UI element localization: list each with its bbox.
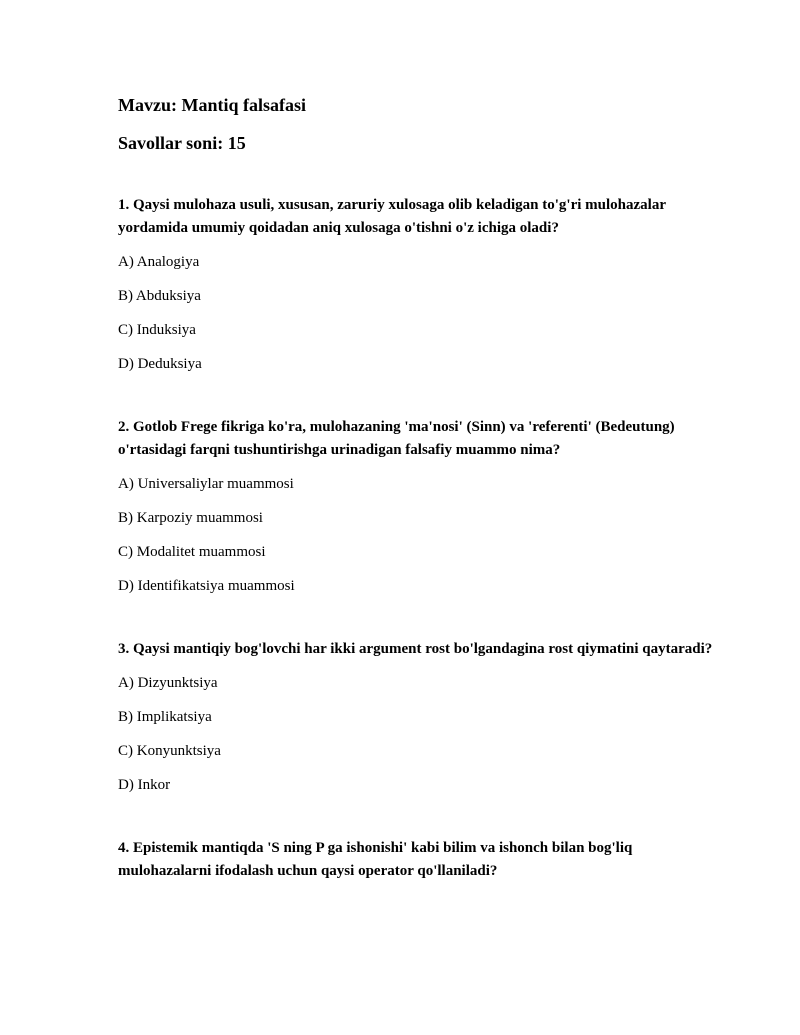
question-3 (118, 638, 718, 795)
document-title: Mavzu: Mantiq falsafasi (118, 95, 306, 115)
question-text: 3. Qaysi mantiqiy bog'lovchi har ikki argument rost bo'lgandagina rost qiymatini qaytaradi? (118, 641, 713, 657)
option-d: D) Inkor (118, 777, 171, 793)
question-2 (118, 416, 718, 596)
option-d: D) Identifikatsiya muammosi (118, 578, 295, 594)
option-d: D) Deduksiya (118, 356, 202, 372)
option-c: C) Modalitet muammosi (118, 544, 266, 560)
question-text: 4. Epistemik mantiqda 'S ning P ga ishonishi' kabi bilim va ishonch bilan bog'liq mulohazalarni ifodalash uchun qaysi operator qo'llaniladi? (118, 840, 633, 879)
option-b: B) Implikatsiya (118, 709, 212, 725)
option-c: C) Konyunktsiya (118, 743, 221, 759)
question-count: Savollar soni: 15 (118, 133, 246, 153)
option-a: A) Universaliylar muammosi (118, 476, 294, 492)
question-1 (118, 194, 718, 374)
question-text: 2. Gotlob Frege fikriga ko'ra, mulohazaning 'ma'nosi' (Sinn) va 'referenti' (Bedeutung) o'rtasidagi farqni tushuntirishga urinadigan falsafiy muammo nima? (118, 419, 675, 458)
option-b: B) Karpoziy muammosi (118, 510, 263, 526)
question-4 (118, 837, 718, 883)
question-text: 1. Qaysi mulohaza usuli, xususan, zaruriy xulosaga olib keladigan to'g'ri mulohazalar yordamida umumiy qoidadan aniq xulosaga o'tishni o'z ichiga oladi? (118, 197, 666, 236)
option-c: C) Induksiya (118, 322, 196, 338)
document-page (118, 92, 718, 883)
option-a: A) Analogiya (118, 254, 200, 270)
option-b: B) Abduksiya (118, 288, 201, 304)
option-a: A) Dizyunktsiya (118, 675, 218, 691)
